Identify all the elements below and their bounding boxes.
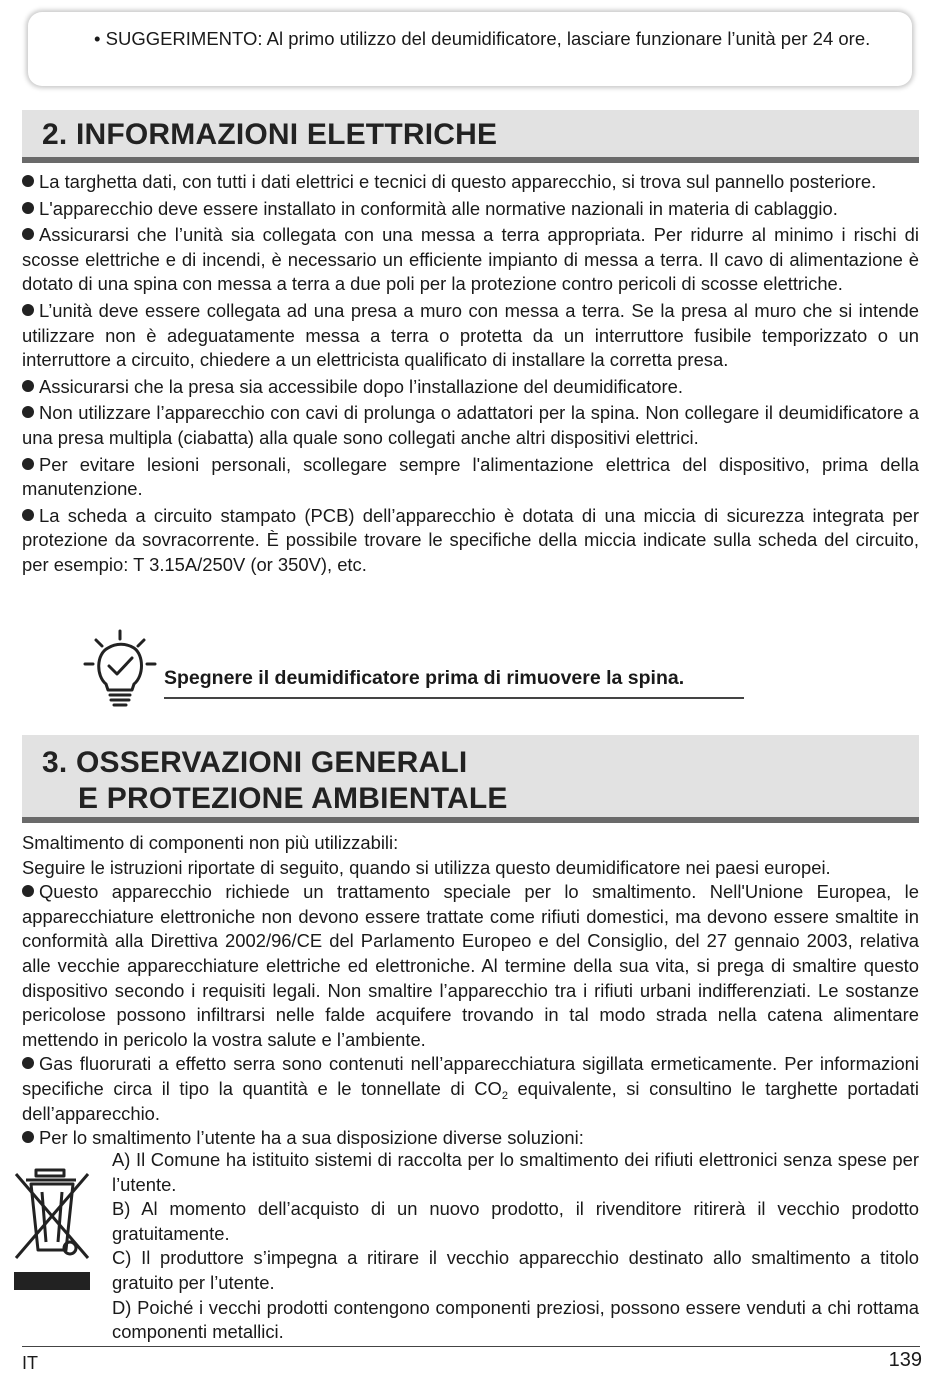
intro-line: Smaltimento di componenti non più utilizzabili: bbox=[22, 832, 399, 853]
list-item: L’unità deve essere collegata ad una presa a muro con messa a terra. Se la presa al muro che si intende utilizzare non è adeguatamente messa a terra o protetta da un interruttore fusibile temporizzato o un interruttore a circuito, chiedere a un elettricista qualificato di installare la corretta presa. bbox=[22, 299, 919, 371]
section-3-title: 3. OSSERVAZIONI GENERALI E PROTEZIONE AMBIENTALE bbox=[42, 746, 508, 815]
bullet-icon bbox=[22, 458, 34, 470]
safety-notice: Spegnere il deumidificatore prima di rimuovere la spina. bbox=[164, 664, 744, 699]
list-item: La scheda a circuito stampato (PCB) dell’apparecchio è dotata di una miccia di sicurezza integrata per protezione da sovracorrente. È possibile trovare le specifiche della miccia indicate sulla scheda del circuito, per esempio: T 3.15A/250V (or 350V), etc. bbox=[22, 504, 919, 575]
bullet-icon bbox=[22, 202, 34, 214]
bullet-icon bbox=[22, 175, 34, 187]
list-item: L'apparecchio deve essere installato in conformità alle normative nazionali in materia di cablaggio. bbox=[22, 197, 919, 222]
section-2-body bbox=[22, 170, 919, 578]
section-2-title: 2. INFORMAZIONI ELETTRICHE bbox=[42, 118, 498, 151]
disposal-options bbox=[112, 1148, 919, 1345]
list-item: D) Poiché i vecchi prodotti contengono componenti preziosi, possono essere venduti a chi rottama componenti metallici. bbox=[112, 1296, 919, 1343]
intro-line: Seguire le istruzioni riportate di seguito, quando si utilizza questo deumidificatore nei paesi europei. bbox=[22, 856, 831, 878]
bullet-icon bbox=[22, 1131, 34, 1143]
bullet-icon bbox=[22, 228, 34, 240]
section-3-header bbox=[22, 735, 919, 823]
bullet-icon bbox=[22, 406, 34, 418]
tip-text: • SUGGERIMENTO: Al primo utilizzo del deumidificatore, lasciare funzionare l’unità per 24 ore. bbox=[94, 28, 871, 49]
bullet-icon bbox=[22, 380, 34, 392]
list-item: La targhetta dati, con tutti i dati elettrici e tecnici di questo apparecchio, si trova sul pannello posteriore. bbox=[22, 170, 919, 195]
section-2-header bbox=[22, 110, 919, 163]
list-item: A) Il Comune ha istituito sistemi di raccolta per lo smaltimento dei rifiuti elettronici senza spese per l’utente. bbox=[112, 1149, 919, 1195]
list-item: Assicurarsi che l’unità sia collegata con una messa a terra appropriata. Per ridurre al minimo i rischi di scosse elettriche e di incendi, è necessario un efficiente impianto di messa a terra. Il cavo di alimentazione è dotato di una spina con messa a terra a due poli per la protezione contro pericoli di scosse elettriche. bbox=[22, 224, 919, 295]
lightbulb-check-icon bbox=[82, 628, 158, 712]
list-item: Per evitare lesioni personali, scollegare sempre l'alimentazione elettrica del dispositivo, prima della manutenzione. bbox=[22, 453, 919, 500]
list-item: Assicurarsi che la presa sia accessibile dopo l’installazione del deumidificatore. bbox=[22, 375, 919, 400]
list-item: B) Al momento dell’acquisto di un nuovo prodotto, il rivenditore ritirerà il vecchio prodotto gratuitamente. bbox=[112, 1198, 919, 1244]
bullet-icon bbox=[22, 885, 34, 897]
list-item: Gas fluorurati a effetto serra sono contenuti nell’apparecchiatura sigillata ermeticamente. Per informazioni specifiche circa il tipo la quantità e le tonnellate di $CO_2$ equivalente, si consultino le targhette portadati dell’apparecchio. bbox=[22, 1053, 919, 1124]
page-number: 139 bbox=[888, 1349, 922, 1371]
bullet-icon bbox=[22, 1057, 34, 1069]
language-code: IT bbox=[22, 1353, 38, 1373]
tip-box bbox=[28, 12, 912, 86]
list-item: C) Il produttore s’impegna a ritirare il vecchio apparecchio destinato allo smaltimento a titolo gratuito per l’utente. bbox=[112, 1247, 919, 1293]
list-item: Questo apparecchio richiede un trattamento speciale per lo smaltimento. Nell'Unione Europea, le apparecchiature elettroniche non devono essere trattate come rifiuti domestici, ma devono essere smaltite in conformità alla Direttiva 2002/96/CE del Parlamento Europeo e del Consiglio, del 27 gennaio 2003, relativa alle vecchie apparecchiature elettriche ed elettroniche. Al termine della sua vita, si prega di smaltire questo dispositivo secondo i requisiti legali. Non smaltire l’apparecchio tra i rifiuti urbani indifferenziati. Le sostanze pericolose possono infiltrarsi nelle falde acquifere trovando in tal modo strada nella catena alimentare mettendo in pericolo la vostra salute e l’ambiente. bbox=[22, 881, 919, 1050]
footer-divider bbox=[22, 1346, 920, 1347]
crossed-out-wheelie-bin-icon bbox=[12, 1166, 92, 1292]
list-item: Per lo smaltimento l’utente ha a sua disposizione diverse soluzioni: bbox=[22, 1126, 919, 1151]
list-item: Non utilizzare l’apparecchio con cavi di prolunga o adattatori per la spina. Non collegare il deumidificatore a una presa multipla (ciabatta) alla quale sono collegati anche altri dispositivi elettrici. bbox=[22, 402, 919, 448]
bullet-icon bbox=[22, 304, 34, 316]
section-3-body bbox=[22, 831, 919, 1151]
bullet-icon bbox=[22, 509, 34, 521]
